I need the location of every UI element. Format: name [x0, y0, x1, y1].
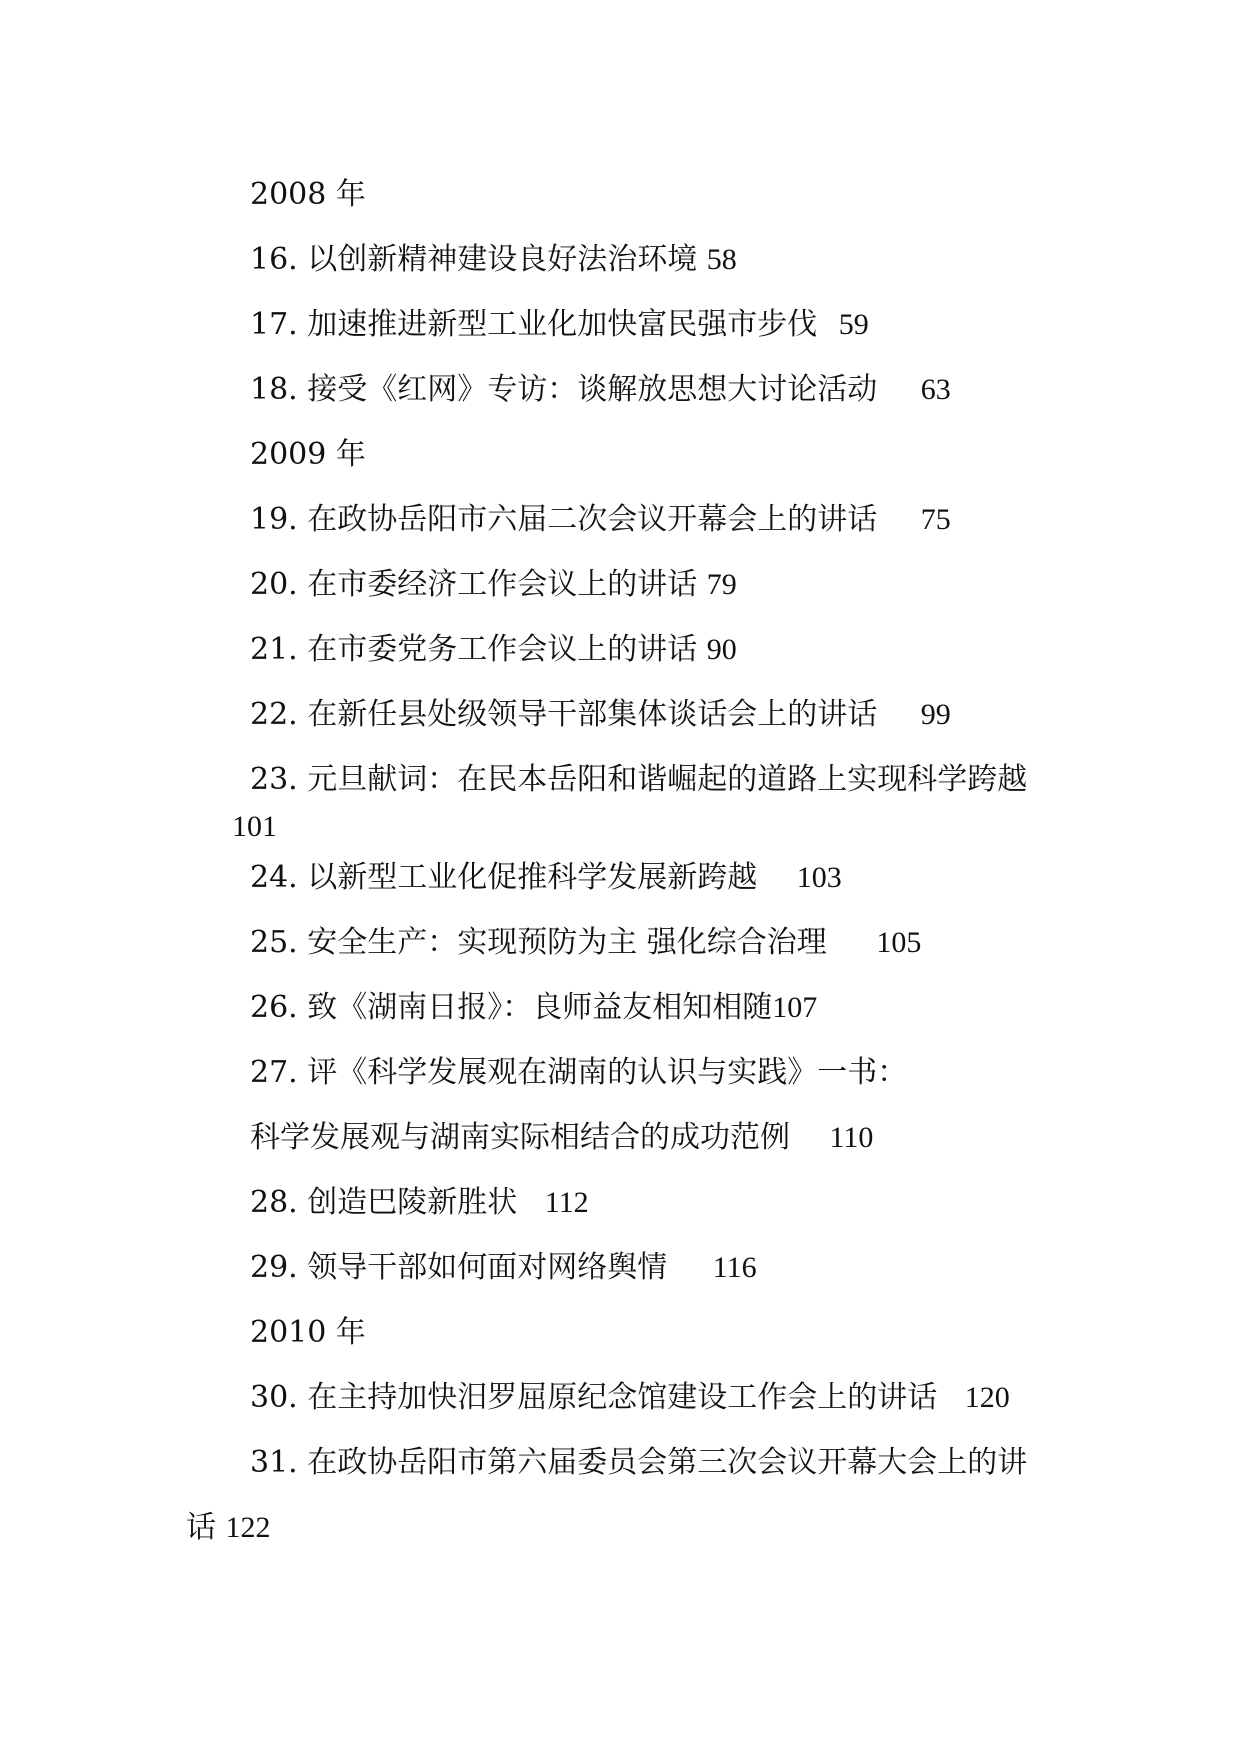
toc-entry-19 [250, 500, 951, 540]
toc-entry-page: 107 [772, 991, 818, 1024]
toc-entry-24 [250, 858, 842, 898]
toc-entry-title: 28. 创造巴陵新胜状 [250, 1185, 518, 1220]
toc-entry-21 [250, 630, 737, 670]
toc-entry-29 [250, 1248, 757, 1288]
year-heading-2008: 2008 年 [250, 177, 366, 212]
toc-entry-31-line2 [186, 1508, 271, 1548]
toc-entry-18 [250, 370, 951, 410]
toc-entry-page: 103 [796, 861, 842, 894]
toc-entry-title: 24. 以新型工业化促推科学发展新跨越 [250, 860, 758, 895]
toc-entry-page: 112 [544, 1186, 589, 1219]
year-heading-2009: 2009 年 [250, 437, 366, 472]
toc-entry-23: 23. 元旦献词：在民本岳阳和谐崛起的道路上实现科学跨越 [250, 762, 1028, 797]
toc-entry-28 [250, 1183, 589, 1223]
toc-entry-title: 25. 安全生产：实现预防为主 强化综合治理 [250, 925, 827, 960]
toc-entry-page: 63 [920, 373, 951, 406]
toc-entry-30 [250, 1378, 1010, 1418]
toc-entry-title: 26. 致《湖南日报》：良师益友相知相随 [250, 990, 773, 1025]
toc-entry-page: 120 [964, 1381, 1010, 1414]
year-heading-2010: 2010 年 [250, 1315, 366, 1350]
toc-entry-page: 105 [876, 926, 922, 959]
toc-entry-25 [250, 923, 921, 963]
toc-entry-title: 20. 在市委经济工作会议上的讲话 [250, 567, 698, 602]
toc-entry-31-line1: 31. 在政协岳阳市第六届委员会第三次会议开幕大会上的讲 [250, 1445, 1028, 1480]
toc-entry-16 [250, 240, 737, 280]
toc-entry-page: 116 [712, 1251, 757, 1284]
toc-entry-page: 99 [920, 698, 951, 731]
toc-entry-title: 16. 以创新精神建设良好法治环境 [250, 242, 698, 277]
toc-entry-page: 90 [706, 633, 737, 666]
toc-entry-20 [250, 565, 737, 605]
toc-entry-22 [250, 695, 951, 735]
toc-entry-title: 18. 接受《红网》专访：谈解放思想大讨论活动 [250, 372, 878, 407]
toc-entry-page: 58 [706, 243, 737, 276]
toc-entry-17 [250, 305, 869, 345]
toc-entry-23-page: 101 [232, 810, 277, 843]
toc-entry-26 [250, 988, 817, 1028]
toc-entry-title: 话 [186, 1510, 216, 1545]
toc-entry-title: 17. 加速推进新型工业化加快富民强市步伐 [250, 307, 818, 342]
toc-entry-title: 22. 在新任县处级领导干部集体谈话会上的讲话 [250, 697, 878, 732]
toc-entry-page: 79 [706, 568, 737, 601]
toc-entry-page: 75 [920, 503, 951, 536]
toc-entry-title: 21. 在市委党务工作会议上的讲话 [250, 632, 698, 667]
toc-entry-page: 122 [225, 1511, 271, 1544]
toc-entry-title: 30. 在主持加快汨罗屈原纪念馆建设工作会上的讲话 [250, 1380, 938, 1415]
toc-entry-title: 科学发展观与湖南实际相结合的成功范例 [250, 1120, 790, 1155]
toc-entry-page: 110 [829, 1121, 874, 1154]
toc-entry-page: 59 [838, 308, 869, 341]
toc-entry-title: 29. 领导干部如何面对网络舆情 [250, 1250, 668, 1285]
toc-entry-27-line2 [250, 1118, 873, 1158]
toc-entry-title: 19. 在政协岳阳市六届二次会议开幕会上的讲话 [250, 502, 878, 537]
toc-entry-27-line1: 27. 评《科学发展观在湖南的认识与实践》一书： [250, 1055, 908, 1090]
